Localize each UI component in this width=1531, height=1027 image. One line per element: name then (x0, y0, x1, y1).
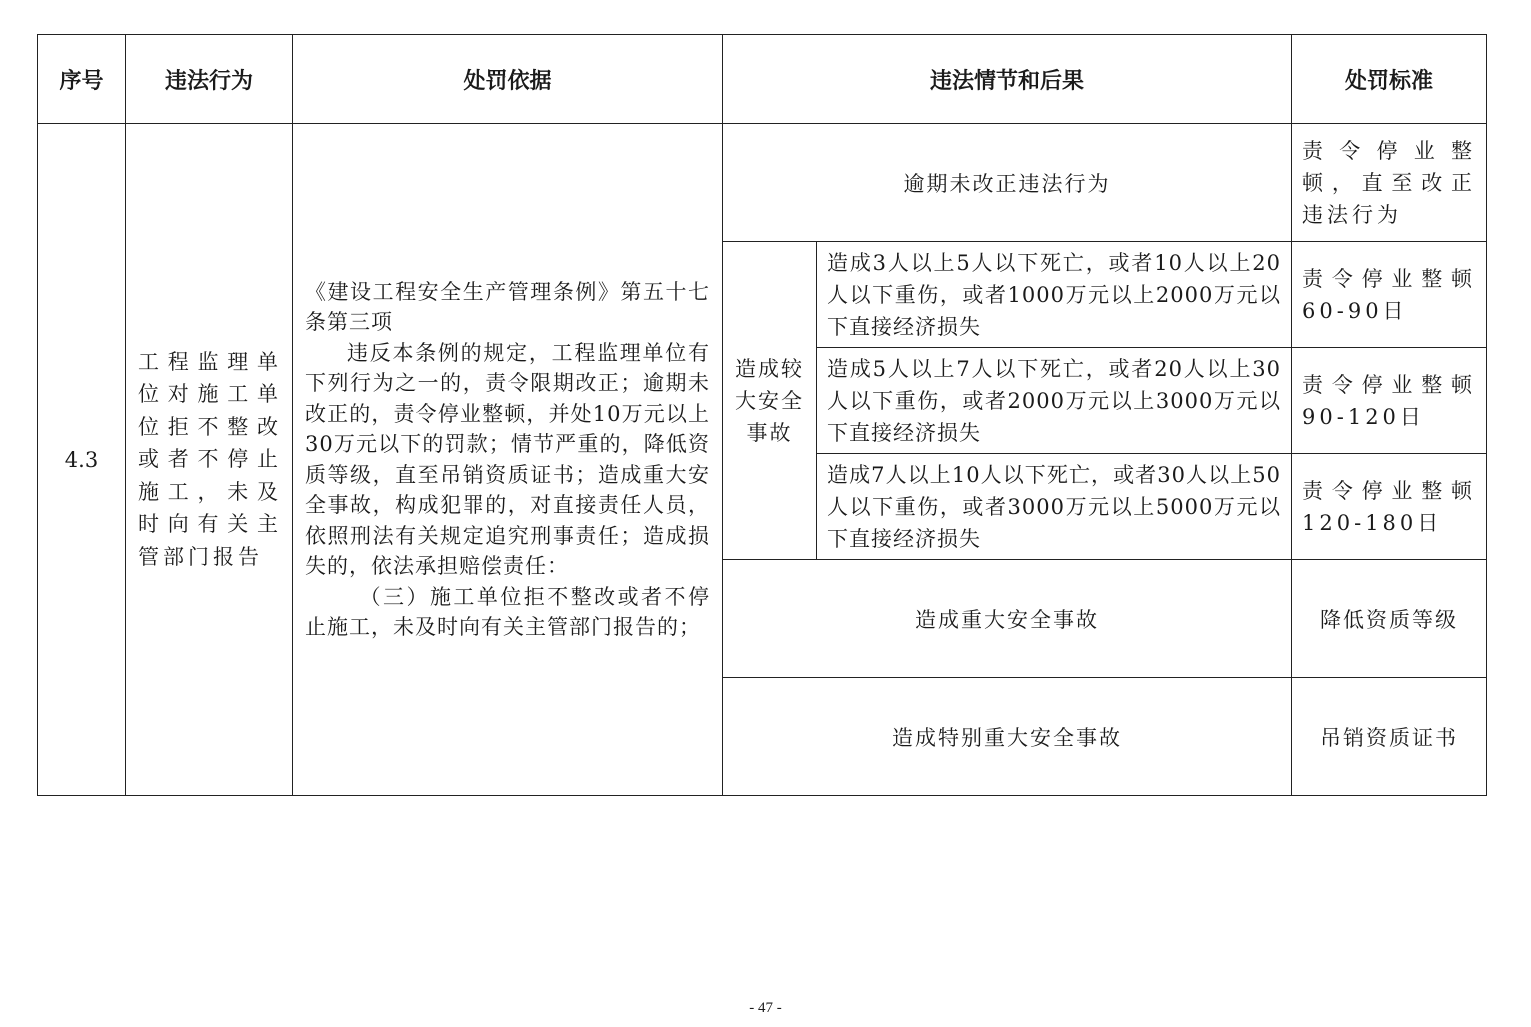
circumstance-especially-serious: 造成特别重大安全事故 (723, 678, 1292, 796)
penalty-downgrade: 降低资质等级 (1292, 560, 1487, 678)
table-row (38, 124, 1487, 242)
basis-title: 《建设工程安全生产管理条例》第五十七条第三项 (305, 279, 710, 334)
header-act: 违法行为 (126, 35, 293, 124)
penalty-standard: 责令停业整顿60-90日 (1292, 242, 1487, 348)
header-circumstance: 违法情节和后果 (723, 35, 1292, 124)
circumstance-serious: 造成重大安全事故 (723, 560, 1292, 678)
circumstance-overdue: 逾期未改正违法行为 (723, 124, 1292, 242)
basis-item: （三）施工单位拒不整改或者不停止施工，未及时向有关主管部门报告的； (305, 584, 710, 639)
circumstance-detail: 造成5人以上7人以下死亡，或者20人以上30人以下重伤，或者2000万元以上3000万元以下直接经济损失 (817, 348, 1292, 454)
group-label-major-accident: 造成较大安全事故 (723, 242, 817, 560)
page-number: - 47 - (749, 1000, 782, 1016)
penalty-basis (293, 124, 723, 796)
circumstance-detail: 造成3人以上5人以下死亡，或者10人以上20人以下重伤，或者1000万元以上2000万元以下直接经济损失 (817, 242, 1292, 348)
circumstance-detail: 造成7人以上10人以下死亡，或者30人以上50人以下重伤，或者3000万元以上5000万元以下直接经济损失 (817, 454, 1292, 560)
violation-act: 工程监理单位对施工单位拒不整改或者不停止施工，未及时向有关主管部门报告 (126, 124, 293, 796)
header-no: 序号 (38, 35, 126, 124)
penalty-overdue: 责令停业整顿，直至改正违法行为 (1292, 124, 1487, 242)
row-number: 4.3 (38, 124, 126, 796)
penalty-standard: 责令停业整顿120-180日 (1292, 454, 1487, 560)
header-row (38, 35, 1487, 124)
header-basis: 处罚依据 (293, 35, 723, 124)
penalty-standard: 责令停业整顿90-120日 (1292, 348, 1487, 454)
header-penalty: 处罚标准 (1292, 35, 1487, 124)
penalty-table (37, 34, 1487, 796)
basis-paragraph: 违反本条例的规定，工程监理单位有下列行为之一的，责令限期改正；逾期未改正的，责令停业整顿，并处10万元以上30万元以下的罚款；情节严重的，降低资质等级，直至吊销资质证书；造成重大安全事故，构成犯罪的，对直接责任人员，依照刑法有关规定追究刑事责任；造成损失的，依法承担赔偿责任： (305, 340, 710, 578)
penalty-revoke: 吊销资质证书 (1292, 678, 1487, 796)
